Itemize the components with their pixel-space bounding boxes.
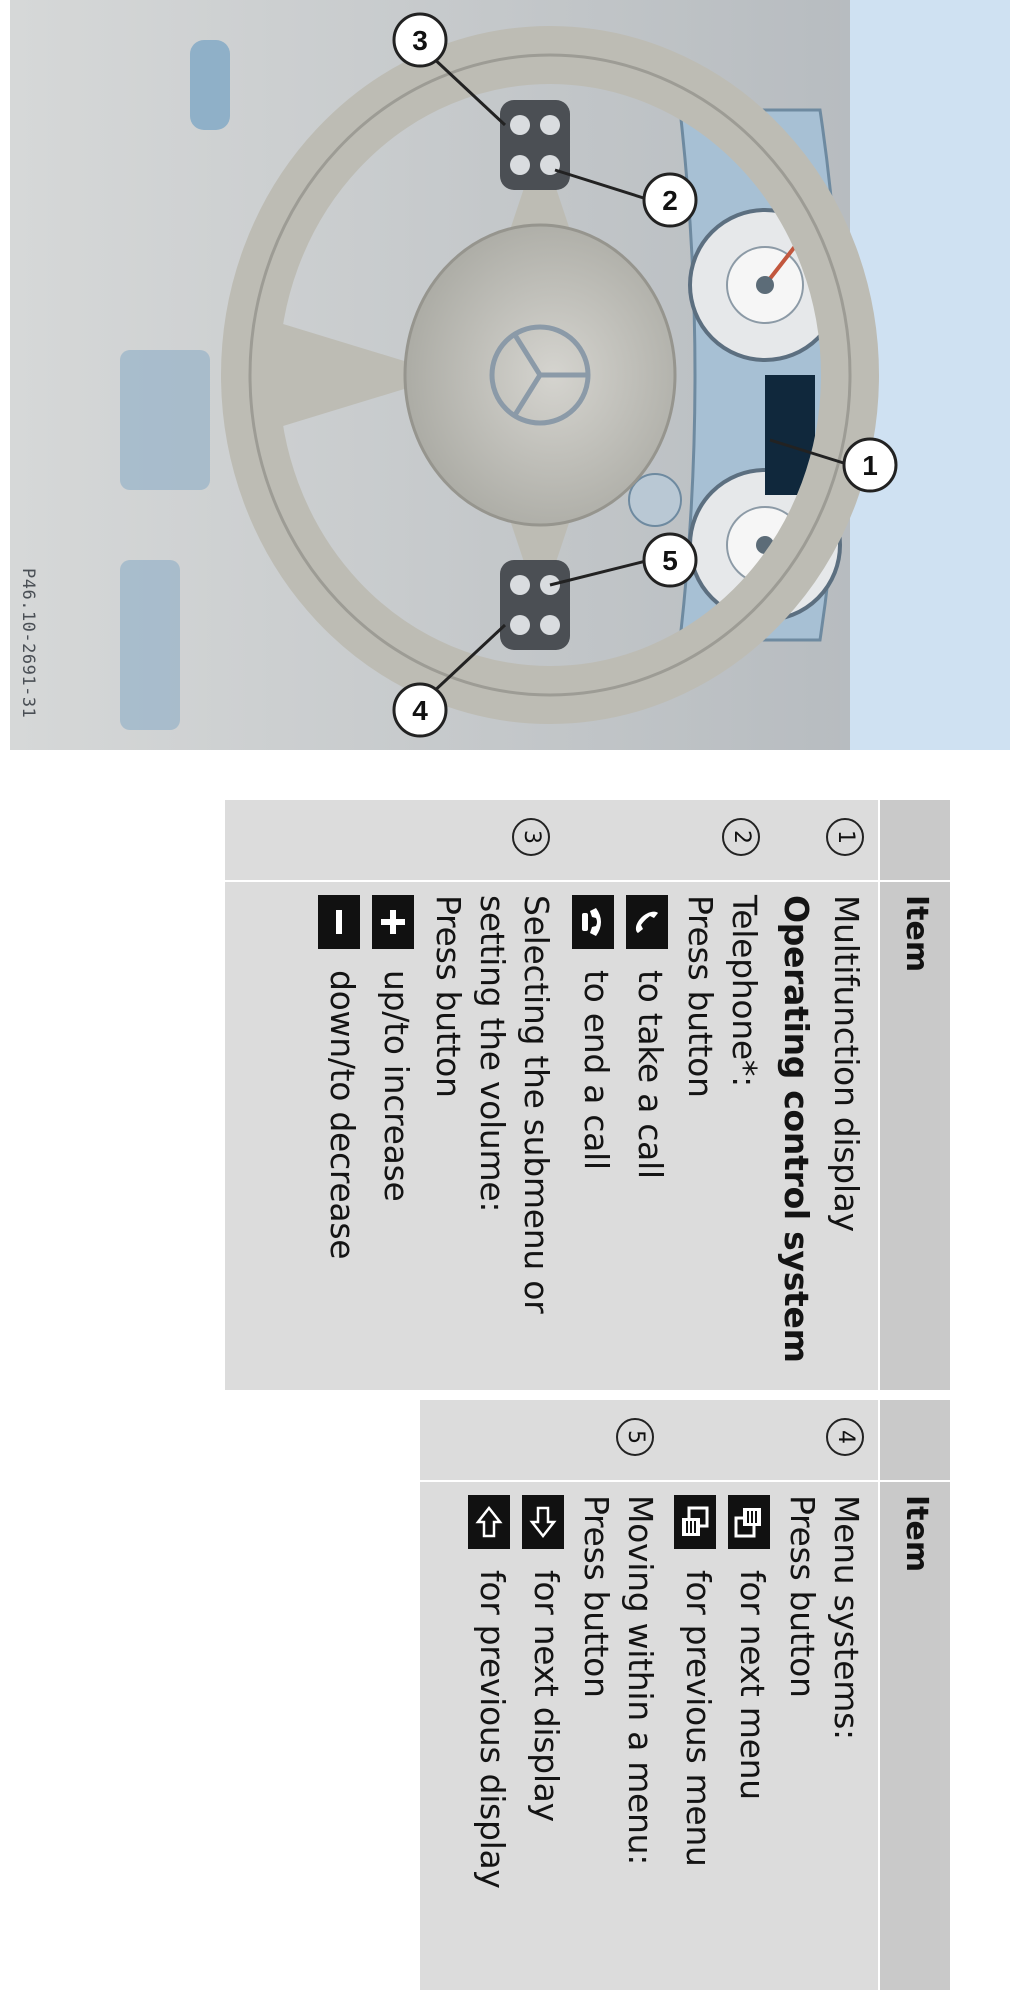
previous-menu-icon — [674, 1495, 716, 1549]
callout-1 — [844, 439, 896, 491]
take-call-label: to take a call — [631, 970, 670, 1179]
item-3-text-line3: Press button — [429, 895, 468, 1098]
svg-text:2: 2 — [662, 185, 678, 216]
table-header-label: Item — [899, 895, 934, 973]
table-header — [880, 1400, 950, 1990]
steering-wheel-illustration — [10, 0, 1010, 750]
minus-icon — [318, 895, 360, 949]
item-4-text-line1: Menu systems: — [827, 1495, 866, 1740]
item-table-1 — [225, 800, 950, 1390]
photo-reference-code: P46.10-2691-31 — [18, 568, 38, 719]
pedal — [120, 350, 210, 490]
item-number-5: 5 — [616, 1418, 654, 1456]
item-number-4: 4 — [826, 1418, 864, 1456]
stalk-lever — [190, 40, 230, 130]
item-3-text-line1: Selecting the submenu or — [517, 895, 556, 1314]
next-display-label: for next display — [527, 1570, 566, 1822]
item-number-3: 3 — [512, 818, 550, 856]
left-button-cluster — [500, 100, 570, 190]
previous-display-label: for previous display — [473, 1570, 512, 1889]
item-4-text-line2: Press button — [783, 1495, 822, 1698]
right-arrow-icon — [522, 1495, 564, 1549]
item-2-text-line1: Telephone*: — [725, 895, 764, 1087]
callout-4 — [394, 684, 446, 736]
steering-wheel-drawing — [10, 0, 1010, 750]
svg-text:3: 3 — [412, 25, 428, 56]
previous-menu-label: for previous menu — [679, 1570, 718, 1867]
right-button-cluster — [500, 560, 570, 650]
end-call-label: to end a call — [577, 970, 616, 1170]
item-5-text-line1: Moving within a menu: — [621, 1495, 660, 1866]
item-table-2 — [420, 1400, 950, 1990]
callout-3 — [394, 14, 446, 66]
table-header — [880, 800, 950, 1390]
callout-5 — [644, 534, 696, 586]
section-heading: Operating control system — [777, 895, 816, 1363]
item-3-text-line2: setting the volume: — [473, 895, 512, 1213]
accelerator-pedal — [120, 560, 180, 730]
table-header-label: Item — [899, 1495, 934, 1573]
item-2-text-line2: Press button — [681, 895, 720, 1098]
next-menu-label: for next menu — [733, 1570, 772, 1800]
item-number-1: 1 — [826, 818, 864, 856]
minus-label: down/to decrease — [323, 970, 362, 1260]
svg-text:4: 4 — [412, 695, 428, 726]
left-arrow-icon — [468, 1495, 510, 1549]
item-5-text-line2: Press button — [577, 1495, 616, 1698]
svg-text:5: 5 — [662, 545, 678, 576]
plus-label: up/to increase — [377, 970, 416, 1202]
item-1-text: Multifunction display — [827, 895, 866, 1232]
item-number-2: 2 — [722, 818, 760, 856]
next-menu-icon — [728, 1495, 770, 1549]
plus-icon — [372, 895, 414, 949]
phone-take-call-icon — [626, 895, 668, 949]
phone-end-call-icon — [572, 895, 614, 949]
svg-text:1: 1 — [862, 450, 878, 481]
callout-2 — [644, 174, 696, 226]
